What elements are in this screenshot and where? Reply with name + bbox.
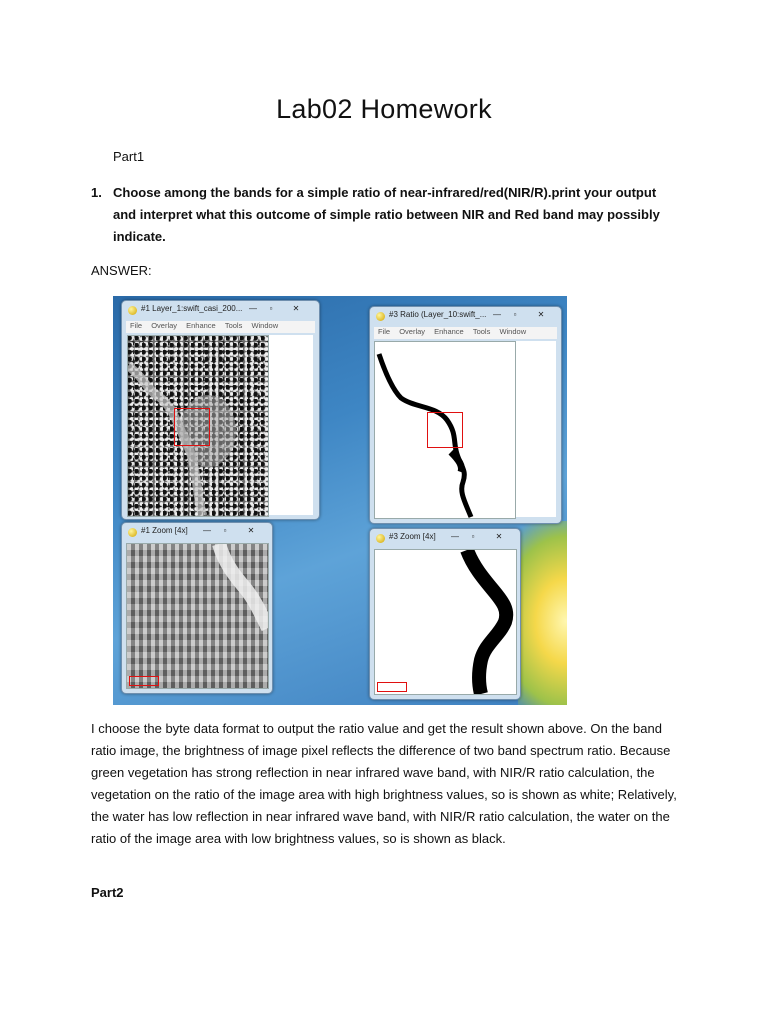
envi-app-icon <box>376 312 385 321</box>
close-button[interactable]: ✕ <box>247 526 255 535</box>
close-button[interactable]: ✕ <box>537 310 545 319</box>
maximize-button[interactable]: ▫ <box>269 304 273 313</box>
titlebar[interactable] <box>370 307 561 327</box>
menu-overlay[interactable]: Overlay <box>151 321 178 330</box>
window-title: #3 Ratio (Layer_10:swift_... <box>389 310 487 319</box>
ratio-image-view[interactable] <box>374 341 516 519</box>
close-button[interactable]: ✕ <box>292 304 300 313</box>
maximize-button[interactable]: ▫ <box>223 526 227 535</box>
scroll-area <box>269 335 313 515</box>
question-text: Choose among the bands for a simple ratio of near-infrared/red(NIR/R).print your output and interpret what this outcome of simple ratio between NIR and Red band may possibly indicate. <box>113 185 660 244</box>
menu-enhance[interactable]: Enhance <box>434 327 464 336</box>
zoomed-river <box>127 544 268 688</box>
question-number: 1. <box>91 185 102 200</box>
question-1 <box>91 182 681 248</box>
part2-heading: Part2 <box>91 885 124 900</box>
menu-bar <box>374 327 557 339</box>
page-title: Lab02 Homework <box>276 94 492 124</box>
envi-app-icon <box>376 534 385 543</box>
menu-file[interactable]: File <box>378 327 391 336</box>
envi-screenshot <box>113 296 567 705</box>
image-window-ratio <box>369 306 562 524</box>
menu-window[interactable]: Window <box>251 321 279 330</box>
minimize-button[interactable]: — <box>493 310 501 319</box>
minimize-button[interactable]: — <box>203 526 211 535</box>
part1-heading: Part1 <box>113 149 145 164</box>
zoom-view[interactable] <box>126 543 269 689</box>
answer-paragraph: I choose the byte data format to output the ratio value and get the result shown above. On the band ratio image, the brightness of image pixel reflects the difference of two band spectrum ratio. Because green vegetation has strong reflection in near infrared wave band, with NIR/R ratio calculation, the vegetation on the ratio of the image area with high brightness values, so is shown as white; Relatively, the water has low reflection in near infrared wave band, with NIR/R ratio calculation, the water on the ratio of the image area with low brightness values, so is shown as black. <box>91 721 677 846</box>
maximize-button[interactable]: ▫ <box>471 532 475 541</box>
menu-tools[interactable]: Tools <box>224 321 243 330</box>
maximize-button[interactable]: ▫ <box>513 310 517 319</box>
zoom-box-indicator[interactable] <box>427 412 463 448</box>
menu-file[interactable]: File <box>130 321 143 330</box>
scroll-area <box>516 341 556 517</box>
window-title: #1 Zoom [4x] <box>141 526 188 535</box>
envi-app-icon <box>128 528 137 537</box>
image-window-layer1 <box>121 300 320 520</box>
menu-enhance[interactable]: Enhance <box>186 321 216 330</box>
envi-app-icon <box>128 306 137 315</box>
titlebar[interactable] <box>122 301 319 321</box>
satellite-image-view[interactable] <box>127 335 269 517</box>
zoom-control-markers[interactable] <box>129 676 159 686</box>
titlebar[interactable] <box>122 523 272 543</box>
desktop-wallpaper-glow <box>518 521 567 705</box>
zoom-box-indicator[interactable] <box>174 408 210 446</box>
minimize-button[interactable]: — <box>249 304 257 313</box>
titlebar[interactable] <box>370 529 520 549</box>
answer-label: ANSWER: <box>91 263 152 278</box>
menu-bar <box>126 321 315 333</box>
zoom-window-3 <box>369 528 521 700</box>
menu-tools[interactable]: Tools <box>472 327 491 336</box>
close-button[interactable]: ✕ <box>495 532 503 541</box>
window-title: #1 Layer_1:swift_casi_200... <box>141 304 243 313</box>
menu-overlay[interactable]: Overlay <box>399 327 426 336</box>
zoomed-river-ratio <box>375 550 516 694</box>
menu-window[interactable]: Window <box>499 327 527 336</box>
minimize-button[interactable]: — <box>451 532 459 541</box>
window-title: #3 Zoom [4x] <box>389 532 436 541</box>
zoom-control-markers[interactable] <box>377 682 407 692</box>
zoom-view[interactable] <box>374 549 517 695</box>
zoom-window-1 <box>121 522 273 694</box>
